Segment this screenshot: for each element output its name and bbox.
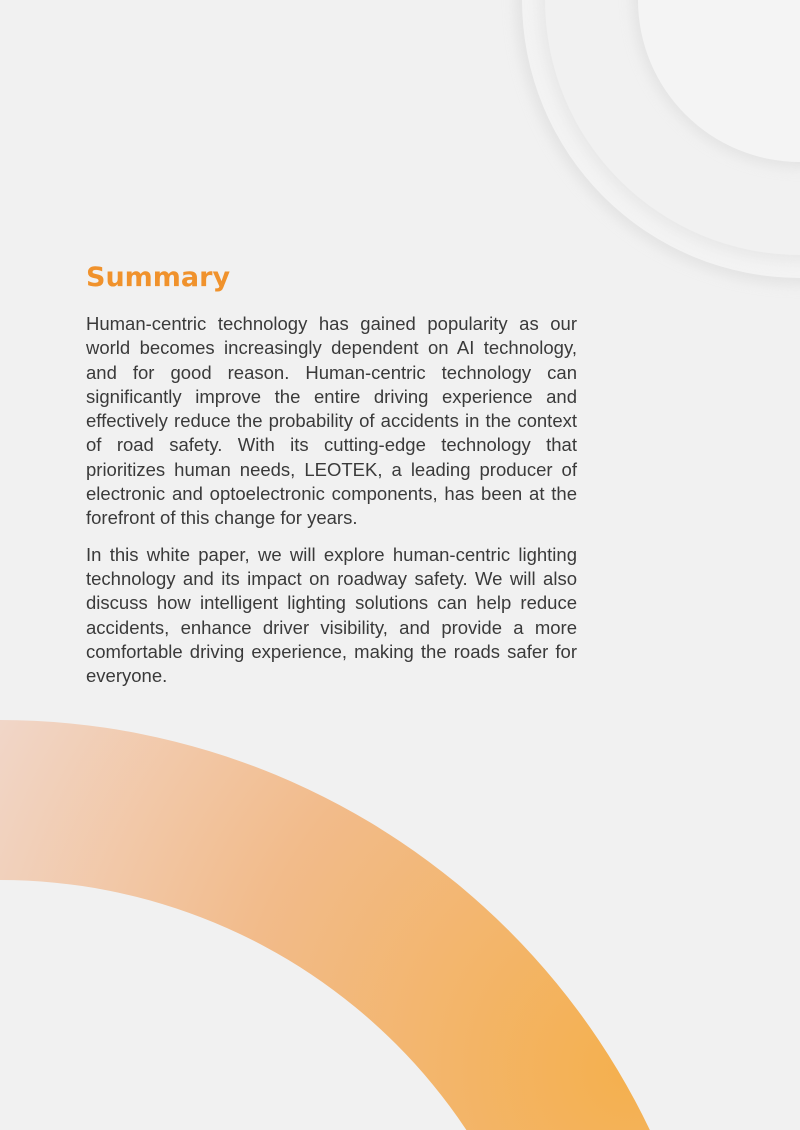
summary-paragraph-1: Human-centric technology has gained popularity as our world becomes increasingly dependent on AI technology, and for good reason. Human-centric technology can significantly improve the entire driving experience and effectively reduce the probability of accidents in the context of road safety. With its cutting-edge technology that prioritizes human needs, LEOTEK, a leading producer of electronic and optoelectronic components, has been at the forefront of this change for years. [86,313,577,529]
section-heading: Summary [86,262,231,293]
summary-paragraph-2: In this white paper, we will explore human-centric lighting technology and its impact on roadway safety. We will also discuss how intelligent lighting solutions can help reduce accidents, enhance driver visibility, and provide a more comfortable driving experience, making the roads safer for everyone. [86,543,577,687]
top-right-rings [515,0,800,285]
summary-section [86,258,577,700]
orange-arc-band [0,720,720,1130]
